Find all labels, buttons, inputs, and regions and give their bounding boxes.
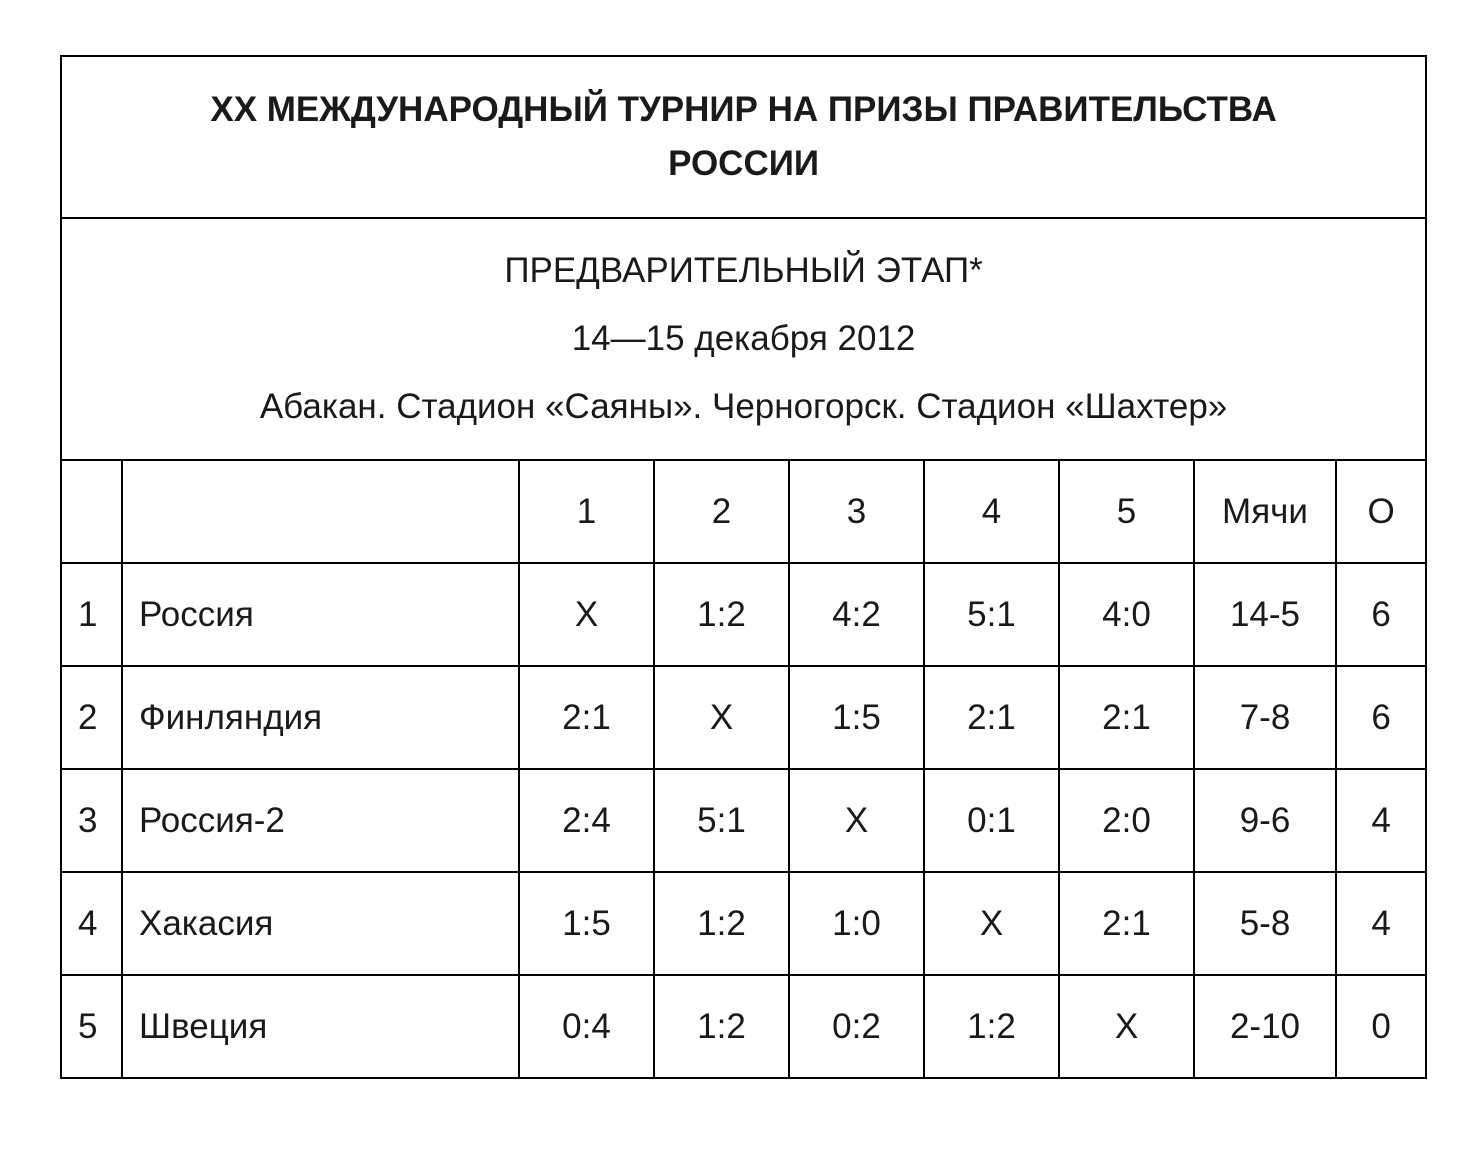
header-col-1: 1 xyxy=(519,460,654,563)
result-cell: 5:1 xyxy=(654,769,789,872)
goals-cell: 5-8 xyxy=(1194,872,1336,975)
points-cell: 0 xyxy=(1336,975,1426,1078)
points-cell: 6 xyxy=(1336,666,1426,769)
stage-dates: 14—15 декабря 2012 xyxy=(571,319,916,358)
header-col-5: 5 xyxy=(1059,460,1194,563)
result-cell: 5:1 xyxy=(924,563,1059,666)
goals-cell: 7-8 xyxy=(1194,666,1336,769)
result-cell: 1:5 xyxy=(519,872,654,975)
result-cell: 4:0 xyxy=(1059,563,1194,666)
result-cell: 0:2 xyxy=(789,975,924,1078)
result-cell: 0:4 xyxy=(519,975,654,1078)
team-name: Россия-2 xyxy=(122,769,519,872)
standings-table xyxy=(60,55,1427,1079)
team-name: Россия xyxy=(122,563,519,666)
result-cell: 1:0 xyxy=(789,872,924,975)
team-name: Хакасия xyxy=(122,872,519,975)
result-cell: 1:5 xyxy=(789,666,924,769)
row-num: 3 xyxy=(61,769,122,872)
table-row xyxy=(61,769,1426,872)
row-num: 4 xyxy=(61,872,122,975)
result-cell: 1:2 xyxy=(654,975,789,1078)
stage-info xyxy=(61,218,1426,460)
table-row xyxy=(61,872,1426,975)
header-points: О xyxy=(1336,460,1426,563)
result-cell: X xyxy=(924,872,1059,975)
result-cell: 1:2 xyxy=(924,975,1059,1078)
header-team xyxy=(122,460,519,563)
stage-venue: Абакан. Стадион «Саяны». Черногорск. Стадион «Шахтер» xyxy=(259,387,1228,426)
result-cell: 1:2 xyxy=(654,872,789,975)
result-cell: 1:2 xyxy=(654,563,789,666)
result-cell: 2:0 xyxy=(1059,769,1194,872)
header-goals: Мячи xyxy=(1194,460,1336,563)
result-cell: 2:1 xyxy=(519,666,654,769)
table-header-row xyxy=(61,460,1426,563)
row-num: 2 xyxy=(61,666,122,769)
points-cell: 4 xyxy=(1336,872,1426,975)
result-cell: 0:1 xyxy=(924,769,1059,872)
result-cell: X xyxy=(519,563,654,666)
result-cell: 2:1 xyxy=(1059,872,1194,975)
result-cell: X xyxy=(789,769,924,872)
header-num xyxy=(61,460,122,563)
result-cell: 4:2 xyxy=(789,563,924,666)
header-col-3: 3 xyxy=(789,460,924,563)
table-row xyxy=(61,975,1426,1078)
result-cell: 2:4 xyxy=(519,769,654,872)
goals-cell: 9-6 xyxy=(1194,769,1336,872)
points-cell: 4 xyxy=(1336,769,1426,872)
table-row xyxy=(61,563,1426,666)
header-col-4: 4 xyxy=(924,460,1059,563)
tournament-title: XX МЕЖДУНАРОДНЫЙ ТУРНИР НА ПРИЗЫ ПРАВИТЕЛЬСТВА РОССИИ xyxy=(61,56,1426,218)
header-col-2: 2 xyxy=(654,460,789,563)
stage-label: ПРЕДВАРИТЕЛЬНЫЙ ЭТАП* xyxy=(504,251,983,290)
goals-cell: 14-5 xyxy=(1194,563,1336,666)
result-cell: X xyxy=(1059,975,1194,1078)
result-cell: 2:1 xyxy=(924,666,1059,769)
team-name: Швеция xyxy=(122,975,519,1078)
goals-cell: 2-10 xyxy=(1194,975,1336,1078)
row-num: 5 xyxy=(61,975,122,1078)
table-row xyxy=(61,666,1426,769)
row-num: 1 xyxy=(61,563,122,666)
result-cell: 2:1 xyxy=(1059,666,1194,769)
team-name: Финляндия xyxy=(122,666,519,769)
points-cell: 6 xyxy=(1336,563,1426,666)
result-cell: X xyxy=(654,666,789,769)
